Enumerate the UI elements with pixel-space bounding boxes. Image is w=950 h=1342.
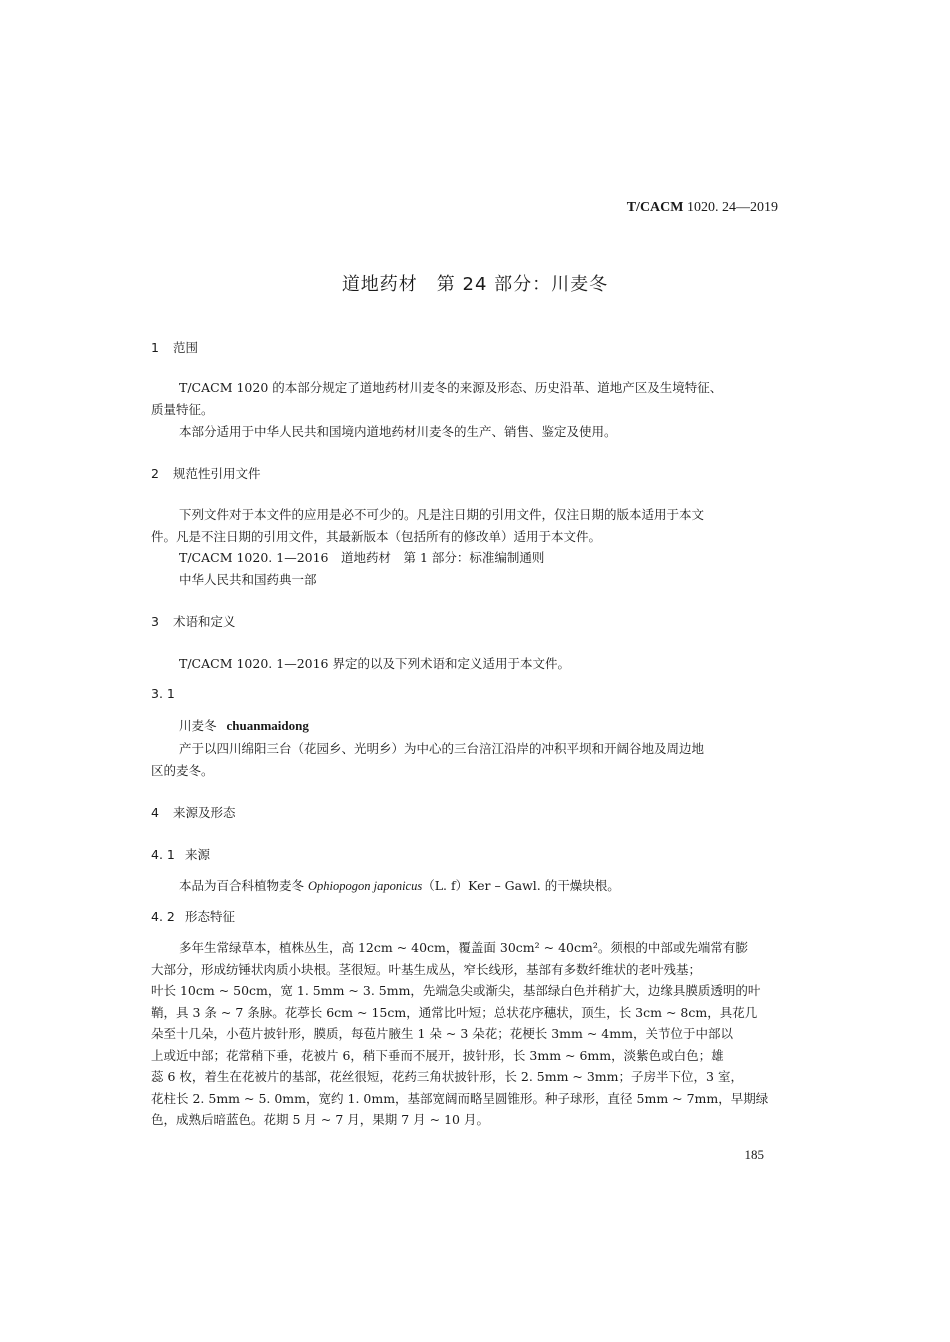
section-2-title: 规范性引用文件	[173, 466, 261, 481]
section-2-number: 2	[151, 466, 159, 481]
text-line: 质量特征。	[151, 401, 214, 417]
text-line: 叶长 10cm ~ 50cm，宽 1. 5mm ~ 3. 5mm，先端急尖或渐尖，基部绿白色并稍扩大，边缘具膜质透明的叶	[151, 983, 761, 998]
text-line: 区的麦冬。	[151, 762, 214, 778]
text-line: 件。凡是不注日期的引用文件，其最新版本（包括所有的修改单）适用于本文件。	[151, 528, 602, 544]
section-4-number: 4	[151, 805, 159, 820]
term-entry	[179, 716, 309, 734]
section-2-heading	[151, 464, 261, 482]
section-3-number: 3	[151, 614, 159, 629]
section-4-title: 来源及形态	[173, 805, 236, 820]
section-1-title: 范围	[173, 340, 199, 355]
section-1-paragraph-2: 本部分适用于中华人民共和国境内道地药材川麦冬的生产、销售、鉴定及使用。	[179, 424, 617, 439]
section-3-paragraph: T/CACM 1020. 1—2016 界定的以及下列术语和定义适用于本文件。	[179, 656, 570, 671]
standard-number: 1020. 24—2019	[687, 200, 778, 215]
standard-prefix: T/CACM	[626, 200, 684, 215]
section-4-2-title: 形态特征	[185, 909, 236, 924]
section-3-title: 术语和定义	[173, 614, 236, 629]
section-3-1-number: 3. 1	[151, 686, 175, 701]
section-4-2-number: 4. 2	[151, 909, 175, 924]
term-pinyin: chuanmaidong	[226, 718, 309, 733]
term-definition	[151, 738, 781, 781]
text-line: 蕊 6 枚，着生在花被片的基部，花丝很短，花药三角状披针形，长 2. 5mm ~ 3mm；子房半下位，3 室，	[151, 1069, 743, 1084]
section-1-heading	[151, 338, 198, 356]
section-4-1-title: 来源	[185, 847, 211, 862]
section-3-heading	[151, 612, 236, 630]
section-4-heading	[151, 803, 236, 821]
text-line: T/CACM 1020 的本部分规定了道地药材川麦冬的来源及形态、历史沿革、道地产区及生境特征、	[179, 380, 723, 395]
source-text-post: （L. f）Ker – Gawl. 的干燥块根。	[422, 878, 620, 893]
text-line: 朵至十几朵，小苞片披针形，膜质，每苞片腋生 1 朵 ~ 3 朵花；花梗长 3mm ~ 4mm，关节位于中部以	[151, 1026, 733, 1041]
reference-2: 中华人民共和国药典一部	[179, 572, 317, 587]
section-1-number: 1	[151, 340, 159, 355]
document-title: 道地药材 第 24 部分：川麦冬	[341, 274, 609, 295]
section-4-2-heading	[151, 907, 235, 925]
term-chinese: 川麦冬	[179, 718, 217, 733]
text-line: 色，成熟后暗蓝色。花期 5 月 ~ 7 月，果期 7 月 ~ 10 月。	[151, 1112, 489, 1127]
page-number: 185	[744, 1147, 764, 1162]
text-line: 多年生常绿草本，植株丛生，高 12cm ~ 40cm，覆盖面 30cm² ~ 40cm²。须根的中部或先端常有膨	[179, 940, 748, 955]
standard-code	[627, 200, 778, 216]
section-4-1-number: 4. 1	[151, 847, 175, 862]
section-1-paragraph-1	[151, 377, 781, 420]
text-line: 下列文件对于本文件的应用是必不可少的。凡是注日期的引用文件，仅注日期的版本适用于本文	[179, 507, 705, 522]
source-text-pre: 本品为百合科植物麦冬	[179, 878, 308, 893]
text-line: 花柱长 2. 5mm ~ 5. 0mm，宽约 1. 0mm，基部宽阔而略呈圆锥形。种子球形，直径 5mm ~ 7mm，早期绿	[151, 1090, 769, 1106]
text-line: 上或近中部；花常稍下垂，花被片 6，稍下垂而不展开，披针形，长 3mm ~ 6mm，淡紫色或白色；雄	[151, 1047, 724, 1063]
text-line: 鞘，具 3 条 ~ 7 条脉。花葶长 6cm ~ 15cm，通常比叶短；总状花序穗状，顶生，长 3cm ~ 8cm，具花几	[151, 1004, 758, 1020]
source-paragraph	[179, 876, 620, 894]
text-line: 大部分，形成纺锤状肉质小块根。茎很短。叶基生成丛，窄长线形，基部有多数纤维状的老叶残基；	[151, 961, 702, 977]
text-line: 产于以四川绵阳三台（花园乡、光明乡）为中心的三台涪江沿岸的冲积平坝和开阔谷地及周边地	[179, 741, 705, 756]
latin-species-name: Ophiopogon japonicus	[307, 879, 423, 893]
reference-1: T/CACM 1020. 1—2016 道地药材 第 1 部分：标准编制通则	[179, 550, 545, 565]
section-2-paragraph-1	[151, 504, 781, 547]
section-4-1-heading	[151, 845, 210, 863]
morphology-paragraph	[151, 937, 781, 1131]
